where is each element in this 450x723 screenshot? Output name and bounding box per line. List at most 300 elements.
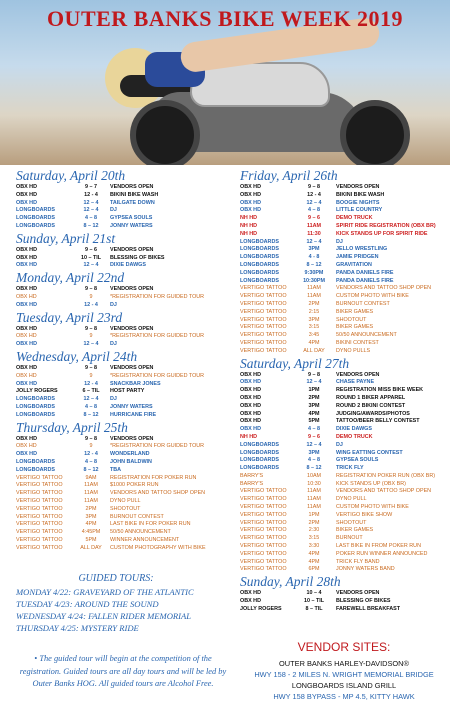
schedule-row — [16, 255, 232, 263]
schedule-event: GRAVITATION — [336, 261, 372, 268]
schedule-time: 4PM — [85, 521, 97, 528]
schedule-venue: VERTIGO TATTOO — [16, 490, 63, 497]
schedule-event: BOOGIE NIGHTS — [336, 199, 380, 206]
schedule-row — [16, 436, 232, 444]
schedule-event: REGISTRATION POKER RUN (OBX BR) — [336, 472, 436, 479]
schedule-event: BURNOUT CONTEST — [336, 300, 390, 307]
schedule-venue: LONGBOARDS — [240, 277, 279, 284]
schedule-time: 11AM — [306, 222, 322, 229]
schedule-venue: OBX HD — [16, 435, 37, 442]
schedule-event: VENDORS OPEN — [110, 246, 154, 253]
schedule-venue: OBX HD — [240, 402, 261, 409]
schedule-venue: OBX HD — [240, 387, 261, 394]
schedule-event: PANDA DANIELS FIRE — [336, 269, 394, 276]
schedule-row — [240, 301, 448, 309]
schedule-event: LAST BIKE IN FROM POKER RUN — [336, 543, 421, 550]
vendor-sites-list — [240, 658, 448, 702]
schedule-event: HURRICANE FIRE — [110, 411, 157, 418]
schedule-time: 12 – 4 — [306, 379, 322, 386]
schedule-time: 4 – 8 — [85, 403, 97, 410]
guided-tour-item: TUESDAY 4/23: AROUND THE SOUND — [16, 599, 159, 609]
schedule-time: 12 – 4 — [83, 207, 99, 214]
schedule-venue: OBX HD — [240, 207, 261, 214]
schedule-event: ROUND 1 BIKER APPAREL — [336, 394, 406, 401]
schedule-row — [16, 451, 232, 459]
schedule-row — [240, 207, 448, 215]
schedule-venue: OBX HD — [16, 380, 37, 387]
schedule-row — [240, 293, 448, 301]
schedule-row — [240, 543, 448, 551]
schedule-time: 9 – 8 — [308, 184, 320, 190]
schedule-event: DYNO PULL — [336, 496, 367, 503]
schedule-row — [240, 231, 448, 239]
schedule-time: 2PM — [85, 505, 97, 512]
schedule-event: BLESSING OF BIKES — [336, 598, 391, 605]
schedule-event: BLESSING OF BIKES — [110, 254, 165, 261]
schedule-event: PANDA DANIELS FIRE — [336, 277, 394, 284]
schedule-venue: OBX HD — [240, 426, 261, 433]
schedule-row — [16, 207, 232, 215]
schedule-venue: JOLLY ROGERS — [16, 388, 58, 395]
schedule-event: *REGISTRATION FOR GUIDED TOUR — [110, 443, 205, 450]
schedule-row — [240, 559, 448, 567]
schedule-row — [240, 535, 448, 543]
schedule-time: 9 – 8 — [308, 371, 320, 378]
schedule-event: SHOOTOUT — [336, 316, 367, 323]
schedule-time: 10 – 4 — [306, 590, 322, 597]
schedule-time: 4PM — [308, 550, 320, 557]
schedule-time: 3:45 — [308, 332, 320, 339]
schedule-event: VENDORS OPEN — [336, 371, 380, 378]
vendor-line: LONGBOARDS ISLAND GRILL — [291, 681, 397, 690]
guided-tour-item: MONDAY 4/22: GRAVEYARD OF THE ATLANTIC — [16, 587, 194, 597]
schedule-venue: VERTIGO TATTOO — [240, 332, 287, 339]
schedule-venue: NH HD — [240, 230, 258, 237]
schedule-row — [240, 387, 448, 395]
schedule-event: JUDGING/AWARDS/PHOTOS — [336, 410, 410, 417]
schedule-venue: VERTIGO TATTOO — [16, 529, 63, 536]
schedule-time: 9 – 6 — [308, 433, 320, 440]
schedule-time: 11AM — [307, 496, 321, 503]
schedule-venue: VERTIGO TATTOO — [240, 535, 287, 542]
schedule-time: 9 — [89, 372, 93, 379]
schedule-time: 2:30 — [308, 527, 320, 534]
schedule-row — [16, 537, 232, 545]
schedule-venue: VERTIGO TATTOO — [16, 521, 63, 528]
schedule-row — [240, 192, 448, 200]
schedule-time: 12 – 4 — [83, 262, 99, 269]
schedule-event: *REGISTRATION FOR GUIDED TOUR — [110, 372, 205, 379]
schedule-row — [240, 379, 448, 387]
schedule-event: TATTOO/BEER BELLY CONTEST — [336, 418, 420, 425]
schedule-event: VENDORS OPEN — [110, 286, 154, 293]
day-heading: Tuesday, April 23rd — [16, 309, 123, 325]
schedule-right-column — [240, 168, 448, 614]
schedule-time: 9:30PM — [304, 269, 324, 276]
schedule-row — [16, 459, 232, 467]
schedule-venue: VERTIGO TATTOO — [240, 488, 287, 495]
schedule-venue: LONGBOARDS — [240, 238, 279, 245]
schedule-venue: NH HD — [240, 222, 258, 229]
schedule-event: BIKER GAMES — [336, 527, 374, 534]
schedule-row — [16, 498, 232, 506]
schedule-time: 6PM — [308, 566, 320, 573]
schedule-time: 11AM — [307, 488, 321, 495]
schedule-row — [16, 373, 232, 381]
schedule-venue: LONGBOARDS — [16, 207, 55, 214]
schedule-time: 9 — [89, 293, 93, 300]
schedule-time: 11AM — [84, 497, 98, 504]
schedule-venue: OBX HD — [240, 590, 261, 597]
schedule-event: TRICK FLY BAND — [336, 558, 380, 565]
schedule-event: REGISTRATION MISS BIKE WEEK — [336, 387, 424, 394]
schedule-time: 9 – 6 — [85, 246, 97, 253]
schedule-venue: VERTIGO TATTOO — [240, 566, 287, 573]
schedule-venue: VERTIGO TATTOO — [240, 543, 287, 550]
schedule-row — [16, 381, 232, 389]
schedule-venue: VERTIGO TATTOO — [240, 324, 287, 331]
schedule-row — [240, 411, 448, 419]
schedule-venue: LONGBOARDS — [240, 246, 279, 253]
schedule-event: DYNO PULL — [110, 497, 141, 504]
schedule-event: VENDORS OPEN — [110, 435, 154, 442]
schedule-row — [16, 545, 232, 553]
schedule-event: WINNER ANNOUNCEMENT — [110, 536, 180, 543]
schedule-time: 4PM — [308, 558, 320, 565]
schedule-venue: VERTIGO TATTOO — [240, 308, 287, 315]
schedule-row — [240, 403, 448, 411]
schedule-venue: OBX HD — [16, 325, 37, 332]
schedule-venue: OBX HD — [240, 394, 261, 401]
day-heading: Monday, April 22nd — [16, 270, 125, 286]
schedule-time: 2PM — [308, 300, 320, 307]
schedule-time: 5PM — [308, 418, 320, 425]
schedule-event: VERTIGO BIKE SHOW — [336, 511, 393, 518]
schedule-time: 4PM — [308, 339, 320, 346]
schedule-row — [16, 404, 232, 412]
schedule-venue: LONGBOARDS — [240, 269, 279, 276]
schedule-event: DEMO TRUCK — [336, 215, 373, 222]
schedule-event: BURNOUT CONTEST — [110, 513, 164, 520]
schedule-event: POKER RUN WINNER ANNOUNCED — [336, 550, 428, 557]
schedule-event: *REGISTRATION FOR GUIDED TOUR — [110, 333, 205, 340]
schedule-time: 12 - 4 — [84, 380, 98, 387]
schedule-venue: LONGBOARDS — [240, 465, 279, 472]
schedule-venue: LONGBOARDS — [240, 254, 279, 261]
schedule-venue: VERTIGO TATTOO — [240, 293, 287, 300]
vendor-line: OUTER BANKS HARLEY-DAVIDSON® — [279, 659, 409, 668]
schedule-event: VENDORS AND TATTOO SHOP OPEN — [336, 488, 432, 495]
schedule-row — [16, 482, 232, 490]
schedule-venue: VERTIGO TATTOO — [240, 519, 287, 526]
schedule-row — [16, 223, 232, 231]
schedule-event: DJ — [336, 238, 343, 245]
schedule-row — [16, 388, 232, 396]
schedule-time: 9 – 7 — [85, 184, 97, 190]
schedule-time: 11AM — [307, 504, 321, 511]
schedule-time: 9 — [89, 333, 93, 340]
schedule-venue: VERTIGO TATTOO — [16, 482, 63, 489]
schedule-event: DJ — [110, 341, 117, 348]
schedule-row — [240, 278, 448, 286]
schedule-event: CHASE PAYNE — [336, 379, 375, 386]
schedule-event: DYNO PULLS — [336, 347, 371, 354]
schedule-venue: OBX HD — [240, 598, 261, 605]
schedule-row — [16, 247, 232, 255]
schedule-row — [16, 443, 232, 451]
schedule-row — [240, 481, 448, 489]
schedule-event: BIKINI CONTEST — [336, 339, 379, 346]
schedule-time: 1PM — [308, 511, 320, 518]
schedule-event: SHOOTOUT — [110, 505, 141, 512]
schedule-event: KICK STANDS UP (OBX BR) — [336, 480, 406, 487]
schedule-row — [240, 285, 448, 293]
schedule-row — [240, 434, 448, 442]
schedule-venue: LONGBOARDS — [16, 411, 55, 418]
schedule-venue: LONGBOARDS — [240, 261, 279, 268]
schedule-row — [16, 200, 232, 208]
motorcycle-front-wheel — [340, 100, 410, 165]
schedule-time: 6 – TIL — [82, 388, 100, 395]
day-heading: Thursday, April 25th — [16, 419, 128, 435]
schedule-row — [240, 372, 448, 380]
schedule-left-column — [16, 168, 232, 552]
schedule-row — [16, 294, 232, 302]
schedule-row — [16, 521, 232, 529]
schedule-row — [240, 309, 448, 317]
day-heading: Friday, April 26th — [240, 168, 338, 183]
schedule-event: JAMIE PRIDGEN — [336, 254, 379, 261]
schedule-time: 4:45PM — [81, 529, 101, 536]
schedule-venue: OBX HD — [16, 254, 37, 261]
schedule-row — [16, 286, 232, 294]
schedule-time: 3PM — [85, 513, 97, 520]
schedule-row — [16, 215, 232, 223]
schedule-row — [240, 457, 448, 465]
schedule-venue: VERTIGO TATTOO — [16, 497, 63, 504]
schedule-event: WONDERLAND — [110, 451, 150, 458]
schedule-time: 3PM — [308, 402, 320, 409]
schedule-venue: OBX HD — [16, 372, 37, 379]
day-heading: Sunday, April 28th — [240, 574, 341, 590]
schedule-row — [240, 324, 448, 332]
schedule-event: WING EATTING CONTEST — [336, 449, 403, 456]
schedule-row — [240, 395, 448, 403]
schedule-event: *REGISTRATION FOR GUIDED TOUR — [110, 293, 205, 300]
schedule-venue: VERTIGO TATTOO — [240, 511, 287, 518]
schedule-time: 4PM — [308, 410, 320, 417]
schedule-event: VENDORS OPEN — [110, 325, 154, 332]
schedule-row — [240, 418, 448, 426]
schedule-event: DEMO TRUCK — [336, 433, 373, 440]
schedule-venue: VERTIGO TATTOO — [240, 527, 287, 534]
schedule-time: 12 - 4 — [84, 451, 98, 458]
schedule-venue: VERTIGO TATTOO — [16, 544, 63, 551]
schedule-venue: OBX HD — [16, 184, 37, 190]
schedule-venue: OBX HD — [16, 286, 37, 293]
schedule-row — [16, 396, 232, 404]
schedule-time: 9 – 6 — [308, 215, 320, 222]
schedule-row — [16, 184, 232, 192]
schedule-event: JONNY WATERS — [110, 222, 153, 229]
schedule-row — [240, 215, 448, 223]
schedule-venue: JOLLY ROGERS — [240, 605, 282, 612]
schedule-row — [240, 270, 448, 278]
schedule-event: KICK STANDS UP FOR SPIRIT RIDE — [336, 230, 428, 237]
schedule-event: JONNY WATERS BAND — [336, 566, 395, 573]
schedule-row — [16, 412, 232, 420]
schedule-venue: OBX HD — [16, 293, 37, 300]
schedule-row — [240, 184, 448, 192]
schedule-venue: LONGBOARDS — [16, 403, 55, 410]
schedule-venue: LONGBOARDS — [16, 466, 55, 473]
schedule-time: 3:15 — [308, 535, 320, 542]
schedule-venue: VERTIGO TATTOO — [240, 496, 287, 503]
schedule-venue: VERTIGO TATTOO — [240, 550, 287, 557]
schedule-venue: OBX HD — [240, 184, 261, 190]
schedule-time: 12 – 4 — [306, 199, 322, 206]
schedule-time: 12 - 4 — [307, 191, 321, 198]
guided-tours-title: GUIDED TOURS: — [78, 573, 154, 584]
schedule-time: 8 – 12 — [306, 261, 322, 268]
schedule-row — [240, 598, 448, 606]
schedule-event: TBA — [110, 466, 122, 473]
schedule-venue: OBX HD — [16, 443, 37, 450]
schedule-venue: LONGBOARDS — [240, 449, 279, 456]
schedule-time: 11AM — [84, 482, 98, 489]
schedule-time: 4 – 8 — [308, 426, 320, 433]
schedule-event: VENDORS OPEN — [336, 590, 380, 597]
schedule-venue: VERTIGO TATTOO — [16, 474, 63, 481]
day-heading: Sunday, April 21st — [16, 230, 116, 246]
schedule-row — [240, 606, 448, 614]
schedule-event: VENDORS OPEN — [336, 184, 380, 190]
schedule-event: BURNOUT — [336, 535, 363, 542]
schedule-event: VENDORS AND TATTOO SHOP OPEN — [336, 285, 432, 292]
schedule-time: 5PM — [85, 536, 97, 543]
guided-tour-item: WEDNESDAY 4/24: FALLEN RIDER MEMORIAL — [16, 611, 192, 621]
schedule-row — [240, 590, 448, 598]
schedule-venue: NH HD — [240, 215, 258, 222]
schedule-venue: NH HD — [240, 433, 258, 440]
schedule-row — [240, 200, 448, 208]
vendor-line: HWY 158 BYPASS - MP 4.5, KITTY HAWK — [273, 692, 415, 701]
schedule-venue: VERTIGO TATTOO — [240, 504, 287, 511]
schedule-time: 9 – 8 — [85, 435, 97, 442]
schedule-event: LAST BIKE IN FOR POKER RUN — [110, 521, 191, 528]
schedule-time: 4 - 8 — [308, 254, 320, 261]
schedule-venue: OBX HD — [16, 199, 37, 206]
schedule-row — [240, 340, 448, 348]
schedule-event: FAREWELL BREAKFAST — [336, 605, 400, 612]
schedule-venue: OBX HD — [16, 364, 37, 371]
schedule-time: 11AM — [307, 293, 321, 300]
schedule-time: 9 – 8 — [85, 286, 97, 293]
schedule-row — [240, 223, 448, 231]
schedule-event: CUSTOM PHOTOGRAPHY WITH BIKE — [110, 544, 206, 551]
schedule-row — [240, 512, 448, 520]
schedule-event: TAILGATE DOWN — [110, 199, 155, 206]
schedule-row — [240, 332, 448, 340]
schedule-venue: LONGBOARDS — [16, 222, 55, 229]
guided-tours-list — [16, 586, 232, 634]
schedule-row — [240, 450, 448, 458]
schedule-time: 10:30 — [307, 480, 321, 487]
schedule-row — [16, 341, 232, 349]
schedule-venue: OBX HD — [16, 333, 37, 340]
schedule-venue: VERTIGO TATTOO — [16, 513, 63, 520]
schedule-event: BIKINI BIKE WASH — [336, 191, 385, 198]
schedule-time: 4 – 8 — [85, 458, 97, 465]
schedule-time: 9AM — [85, 474, 97, 481]
schedule-venue: OBX HD — [16, 246, 37, 253]
schedule-venue: OBX HD — [240, 410, 261, 417]
vendor-line: HWY 158 - 2 MILES N. WRIGHT MEMORIAL BRIDGE — [254, 670, 434, 679]
day-heading: Saturday, April 20th — [16, 168, 126, 183]
schedule-time: 9 – 8 — [85, 325, 97, 332]
schedule-row — [240, 348, 448, 356]
schedule-time: 3PM — [308, 316, 320, 323]
schedule-event: TRICK FLY — [336, 465, 364, 472]
schedule-row — [240, 496, 448, 504]
schedule-event: $1000 POKER RUN — [110, 482, 159, 489]
schedule-event: SPIRIT RIDE REGISTRATION (OBX BR) — [336, 222, 436, 229]
day-heading: Wednesday, April 24th — [16, 348, 138, 364]
schedule-event: HOST PARTY — [110, 388, 145, 395]
schedule-row — [240, 465, 448, 473]
schedule-time: 12 – 4 — [306, 238, 322, 245]
schedule-venue: OBX HD — [16, 451, 37, 458]
schedule-time: 12 - 4 — [84, 301, 98, 308]
schedule-time: 12 – 4 — [83, 341, 99, 348]
schedule-time: 8 – 12 — [306, 465, 322, 472]
schedule-venue: BARRY'S — [240, 472, 264, 479]
schedule-event: DJ — [110, 396, 117, 403]
schedule-time: 1PM — [308, 387, 320, 394]
schedule-event: GYPSEA SOULS — [336, 457, 379, 464]
schedule-row — [16, 302, 232, 310]
schedule-time: 3:15 — [308, 324, 320, 331]
schedule-event: BIKINI BIKE WASH — [110, 191, 159, 198]
schedule-event: CUSTOM PHOTO WITH BIKE — [336, 504, 409, 511]
schedule-venue: VERTIGO TATTOO — [240, 347, 287, 354]
schedule-time: 8 – TIL — [305, 605, 323, 612]
schedule-time: 4 – 8 — [308, 457, 320, 464]
schedule-row — [16, 514, 232, 522]
page-title: OUTER BANKS BIKE WEEK 2019 — [46, 6, 404, 31]
schedule-row — [16, 333, 232, 341]
schedule-row — [240, 442, 448, 450]
schedule-time: 12 – 4 — [83, 199, 99, 206]
schedule-time: 9 — [89, 443, 93, 450]
schedule-time: 12 – 4 — [83, 396, 99, 403]
schedule-row — [240, 473, 448, 481]
schedule-event: BIKER GAMES — [336, 324, 374, 331]
schedule-venue: LONGBOARDS — [240, 457, 279, 464]
schedule-event: SNACKBAR JONES — [110, 380, 161, 387]
schedule-row — [240, 504, 448, 512]
schedule-venue: OBX HD — [240, 418, 261, 425]
schedule-time: 8 – 12 — [83, 411, 99, 418]
schedule-event: 50/50 ANNOUNCEMENT — [336, 332, 397, 339]
schedule-event: BIKER GAMES — [336, 308, 374, 315]
schedule-venue: OBX HD — [16, 191, 37, 198]
schedule-event: DIXIE DAWGS — [336, 426, 372, 433]
schedule-row — [240, 551, 448, 559]
schedule-venue: BARRY'S — [240, 480, 264, 487]
schedule-row — [240, 488, 448, 496]
guided-tours-note: • The guided tour will begin at the competition of the registration. Guided tours are all day tours and will be led by Outer Banks HOG. All guided tours are Alcohol Free. — [19, 654, 227, 688]
